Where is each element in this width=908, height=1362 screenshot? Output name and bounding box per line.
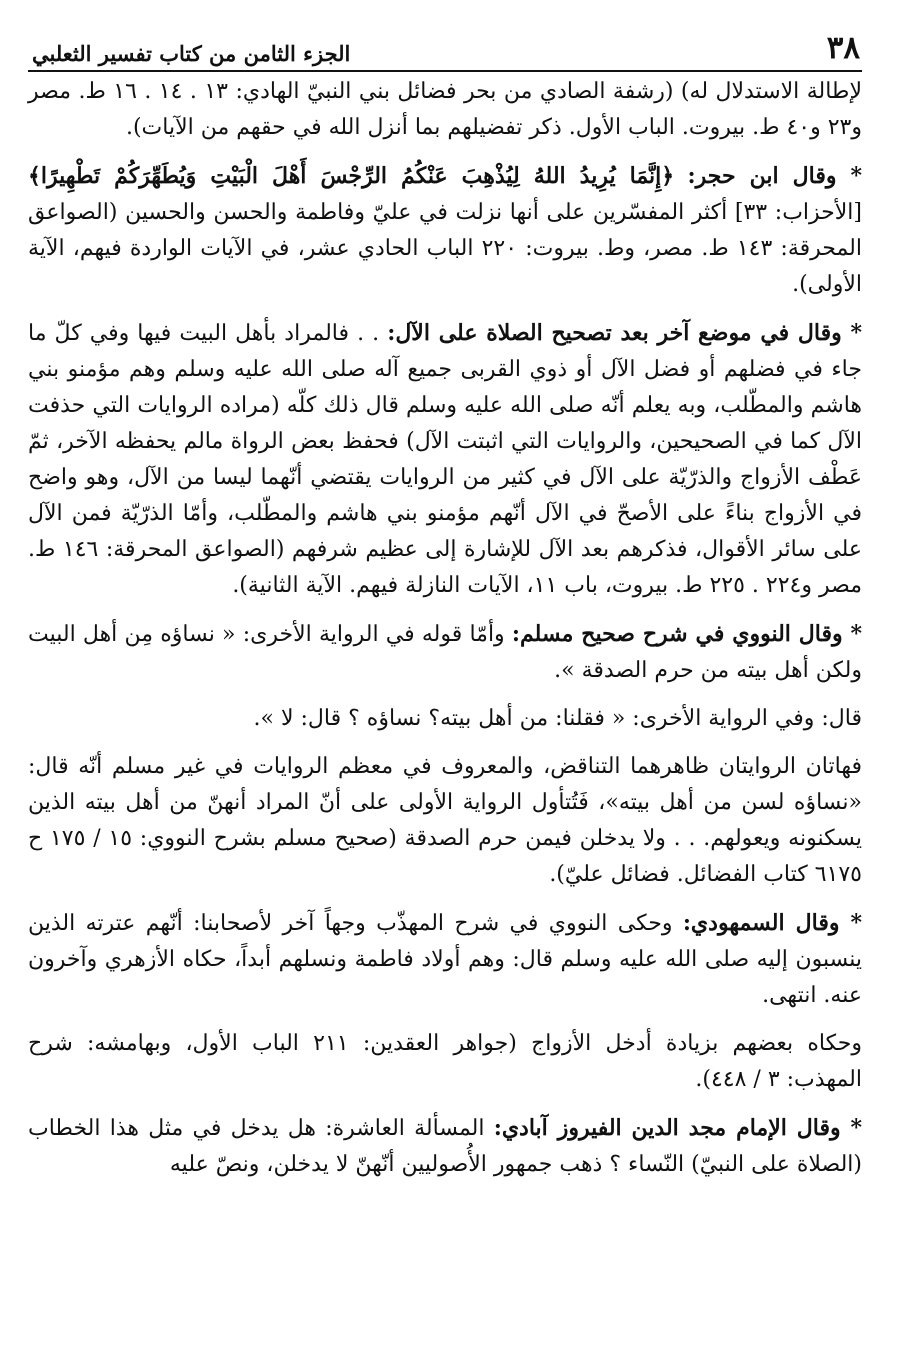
paragraph: [28, 74, 862, 146]
page-body: [28, 72, 862, 1183]
paragraph: [28, 616, 862, 689]
paragraph: [28, 1110, 862, 1183]
paragraph: [28, 158, 862, 303]
paragraph-text: وحكى النووي في شرح المهذّب وجهاً آخر لأصحابنا: أنّهم عترته الذين ينسبون إليه صلى الله عليه وسلم قال: وهم أولاد فاطمة ونسلهم أبداً، حكاه الأزهري وآخرون عنه. انتهى.: [28, 911, 862, 1008]
paragraph: [28, 1026, 862, 1098]
paragraph-text: قال: وفي الرواية الأخرى: « فقلنا: من أهل بيته؟ نساؤه ؟ قال: لا ».: [253, 706, 862, 731]
paragraph-text: [الأحزاب: ٣٣] أكثر المفسّرين على أنها نزلت في عليّ وفاطمة والحسن والحسين (الصواعق المحرقة: ١٤٣ ط. مصر، وط. بيروت: ٢٢٠ الباب الحادي عشر، في الآيات الواردة فيهم، الآية الأولى).: [28, 200, 863, 297]
paragraph-text: لإطالة الاستدلال له) (رشفة الصادي من بحر فضائل بني النبيّ الهادي: ١٣ . ١٤ . ١٦ ط. مصر و٢٣ و٤٠ ط. بيروت. الباب الأول. ذكر تفضيلهم بما أنزل الله في حقهم من الآيات).: [28, 79, 862, 140]
paragraph: [28, 749, 862, 893]
page-header: [28, 18, 862, 72]
paragraph-lead: * وقال السمهودي:: [682, 910, 862, 936]
paragraph: [28, 905, 862, 1014]
paragraph-text: المسألة العاشرة: هل يدخل في مثل هذا الخطاب (الصلاة على النبيّ) النّساء ؟ ذهب جمهور الأُصوليين أنّهنّ لا يدخلن، ونصّ عليه: [28, 1116, 862, 1177]
quran-verse: ﴿إِنَّمَا يُرِيدُ اللهُ لِيُذْهِبَ عَنْكُمُ الرِّجْسَ أَهْلَ الْبَيْتِ وَيُطَهِّرَكُمْ تَطْهِيرًا﴾: [28, 163, 675, 189]
paragraph-lead: * وقال الإمام مجد الدين الفيروز آبادي:: [493, 1115, 862, 1141]
page-number: ٣٨: [826, 30, 860, 66]
paragraph-lead: * وقال النووي في شرح صحيح مسلم:: [511, 621, 862, 647]
paragraph: [28, 315, 862, 604]
paragraph: [28, 701, 862, 737]
paragraph-text: وأمّا قوله في الرواية الأخرى: « نساؤه مِن أهل البيت ولكن أهل بيته من حرم الصدقة ».: [28, 622, 862, 683]
paragraph-lead: * وقال ابن حجر:: [687, 163, 862, 189]
paragraph-text: وحكاه بعضهم بزيادة أدخل الأزواج (جواهر العقدين: ٢١١ الباب الأول، وبهامشه: شرح المهذب: ٣ / ٤٤٨).: [28, 1031, 862, 1092]
paragraph-lead: * وقال في موضع آخر بعد تصحيح الصلاة على الآل:: [387, 320, 862, 346]
paragraph-text: فهاتان الروايتان ظاهرهما التناقض، والمعروف في معظم الروايات في غير مسلم أنّه قال: «نساؤه لسن من أهل بيته»، فَتُتأول الرواية الأولى على أنّ المراد أنهنّ من أهل بيته الذين يسكنونه ويعولهم. . . ولا يدخلن فيمن حرم الصدقة (صحيح مسلم بشرح النووي: ١٥ / ١٧٥ ح ٦١٧٥ كتاب الفضائل. فضائل عليّ).: [28, 754, 862, 887]
paragraph-text: . . فالمراد بأهل البيت فيها وفي كلّ ما جاء في فضلهم أو فضل الآل أو ذوي القربى جميع آله صلى الله عليه وسلم وهم مؤمنو بني هاشم والمطّلب، وبه يعلم أنّه صلى الله عليه وسلم قال ذلك كلّه (مراده الروايات التي حذفت الآل كما في الصحيحين، والروايات التي اثبتت الآل) فحفظ بعض الرواة مالم يحفظه الآخر، ثمّ عَطْف الأزواج والذرّيّة على الآل في كثير من الروايات يقتضي أنّهما ليسا من الآل، وهو واضح في الأزواج بناءً على الأصحّ في الآل أنّهم مؤمنو بني هاشم والمطّلب، وأمّا الذرّيّة فمن الآل على سائر الأقوال، فذكرهم بعد الآل للإشارة إلى عظيم شرفهم (الصواعق المحرقة: ١٤٦ ط. مصر و٢٢٤ . ٢٢٥ ط. بيروت، باب ١١، الآيات النازلة فيهم. الآية الثانية).: [28, 321, 862, 598]
running-title: الجزء الثامن من كتاب تفسير الثعلبي: [32, 41, 351, 66]
